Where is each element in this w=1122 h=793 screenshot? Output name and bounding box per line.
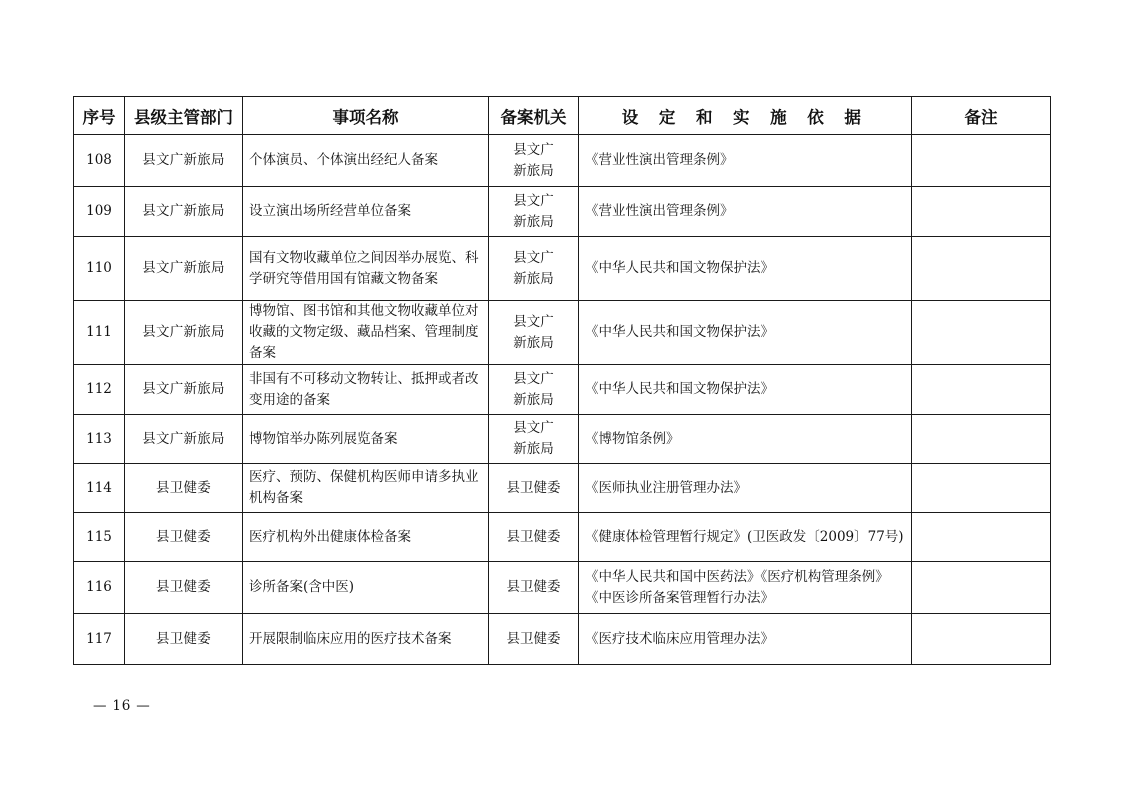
row-legal-basis: 《中华人民共和国中医药法》《医疗机构管理条例》《中医诊所备案管理暂行办法》 xyxy=(579,562,912,614)
row-remarks xyxy=(912,464,1051,513)
row-item-name: 个体演员、个体演出经纪人备案 xyxy=(243,135,489,187)
row-remarks xyxy=(912,135,1051,187)
row-filing-authority xyxy=(489,187,579,237)
row-legal-basis: 《博物馆条例》 xyxy=(579,415,912,464)
table-row xyxy=(74,415,1051,464)
table-row xyxy=(74,135,1051,187)
row-filing-authority: 县卫健委 xyxy=(489,464,579,513)
row-department: 县文广新旅局 xyxy=(125,365,243,415)
row-item-name: 设立演出场所经营单位备案 xyxy=(243,187,489,237)
row-filing-authority xyxy=(489,237,579,301)
row-legal-basis: 《中华人民共和国文物保护法》 xyxy=(579,237,912,301)
row-legal-basis: 《中华人民共和国文物保护法》 xyxy=(579,301,912,365)
row-serial-number: 113 xyxy=(74,415,125,464)
row-serial-number: 117 xyxy=(74,614,125,665)
row-serial-number: 116 xyxy=(74,562,125,614)
table-row xyxy=(74,301,1051,365)
row-legal-basis: 《营业性演出管理条例》 xyxy=(579,135,912,187)
authority-line: 新旅局 xyxy=(513,334,554,351)
row-department: 县文广新旅局 xyxy=(125,301,243,365)
row-remarks xyxy=(912,614,1051,665)
row-item-name: 博物馆、图书馆和其他文物收藏单位对收藏的文物定级、藏品档案、管理制度备案 xyxy=(243,301,489,365)
row-item-name: 博物馆举办陈列展览备案 xyxy=(243,415,489,464)
row-legal-basis: 《中华人民共和国文物保护法》 xyxy=(579,365,912,415)
table-row xyxy=(74,237,1051,301)
authority-line: 县文广 xyxy=(513,192,554,209)
header-filing-authority: 备案机关 xyxy=(489,97,579,135)
row-department: 县卫健委 xyxy=(125,562,243,614)
row-department: 县文广新旅局 xyxy=(125,237,243,301)
row-item-name: 非国有不可移动文物转让、抵押或者改变用途的备案 xyxy=(243,365,489,415)
header-remarks: 备注 xyxy=(912,97,1051,135)
table-row xyxy=(74,614,1051,665)
table-header-row xyxy=(74,97,1051,135)
row-serial-number: 109 xyxy=(74,187,125,237)
row-legal-basis: 《医疗技术临床应用管理办法》 xyxy=(579,614,912,665)
filing-items-table xyxy=(73,96,1051,665)
row-filing-authority xyxy=(489,415,579,464)
row-department: 县文广新旅局 xyxy=(125,187,243,237)
row-department: 县卫健委 xyxy=(125,464,243,513)
header-legal-basis: 设 定 和 实 施 依 据 xyxy=(579,97,912,135)
authority-line: 县文广 xyxy=(513,313,554,330)
row-remarks xyxy=(912,237,1051,301)
row-serial-number: 114 xyxy=(74,464,125,513)
table-row xyxy=(74,464,1051,513)
table-row xyxy=(74,187,1051,237)
row-item-name: 医疗、预防、保健机构医师申请多执业机构备案 xyxy=(243,464,489,513)
row-remarks xyxy=(912,365,1051,415)
authority-line: 新旅局 xyxy=(513,162,554,179)
authority-line: 新旅局 xyxy=(513,391,554,408)
row-serial-number: 108 xyxy=(74,135,125,187)
table-row xyxy=(74,513,1051,562)
authority-line: 县文广 xyxy=(513,370,554,387)
row-remarks xyxy=(912,562,1051,614)
row-item-name: 医疗机构外出健康体检备案 xyxy=(243,513,489,562)
authority-line: 新旅局 xyxy=(513,213,554,230)
header-county-department: 县级主管部门 xyxy=(125,97,243,135)
header-serial-number: 序号 xyxy=(74,97,125,135)
row-item-name: 诊所备案(含中医) xyxy=(243,562,489,614)
row-filing-authority xyxy=(489,301,579,365)
authority-line: 县文广 xyxy=(513,141,554,158)
row-serial-number: 115 xyxy=(74,513,125,562)
row-remarks xyxy=(912,301,1051,365)
row-serial-number: 110 xyxy=(74,237,125,301)
row-department: 县卫健委 xyxy=(125,614,243,665)
row-serial-number: 112 xyxy=(74,365,125,415)
row-remarks xyxy=(912,187,1051,237)
authority-line: 县文广 xyxy=(513,249,554,266)
row-filing-authority xyxy=(489,365,579,415)
authority-line: 新旅局 xyxy=(513,441,554,457)
row-department: 县文广新旅局 xyxy=(125,415,243,464)
authority-line: 新旅局 xyxy=(513,270,554,287)
header-item-name: 事项名称 xyxy=(243,97,489,135)
row-department: 县文广新旅局 xyxy=(125,135,243,187)
page-number: — 16 — xyxy=(93,698,151,714)
row-legal-basis: 《健康体检管理暂行规定》(卫医政发〔2009〕77号) xyxy=(579,513,912,562)
row-filing-authority: 县卫健委 xyxy=(489,513,579,562)
row-filing-authority: 县卫健委 xyxy=(489,614,579,665)
row-item-name: 国有文物收藏单位之间因举办展览、科学研究等借用国有馆藏文物备案 xyxy=(243,237,489,301)
row-serial-number: 111 xyxy=(74,301,125,365)
row-department: 县卫健委 xyxy=(125,513,243,562)
row-remarks xyxy=(912,513,1051,562)
authority-line: 县文广 xyxy=(513,420,554,436)
row-legal-basis: 《医师执业注册管理办法》 xyxy=(579,464,912,513)
table-row xyxy=(74,562,1051,614)
row-filing-authority xyxy=(489,135,579,187)
row-remarks xyxy=(912,415,1051,464)
row-item-name: 开展限制临床应用的医疗技术备案 xyxy=(243,614,489,665)
row-filing-authority: 县卫健委 xyxy=(489,562,579,614)
row-legal-basis: 《营业性演出管理条例》 xyxy=(579,187,912,237)
table-row xyxy=(74,365,1051,415)
